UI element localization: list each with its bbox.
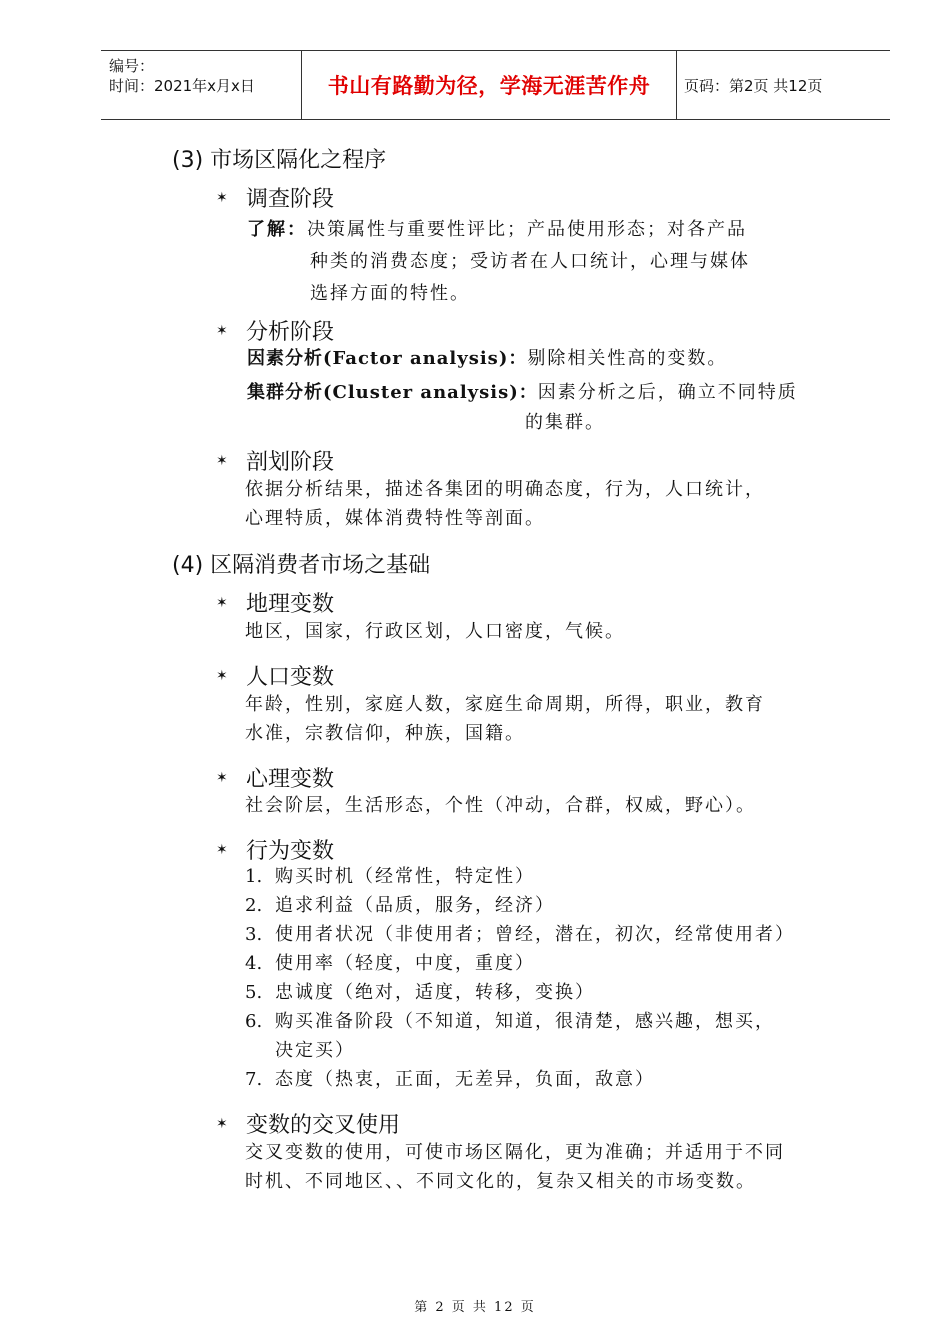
factor-text: 剔除相关性高的变数。 (527, 348, 728, 369)
survey-line-1 (247, 214, 747, 245)
factor-line (247, 343, 727, 374)
section-title-4: (4) 区隔消费者市场之基础 (172, 553, 431, 578)
survey-label: 了解： (247, 219, 307, 240)
star-icon: ✶ (216, 452, 228, 469)
time-label: 时间：2021年x月x日 (109, 77, 255, 95)
star-icon: ✶ (216, 841, 228, 858)
bullet-demographic (216, 660, 334, 691)
star-icon: ✶ (216, 322, 228, 339)
header-divider (676, 51, 677, 119)
star-icon: ✶ (216, 769, 228, 786)
list-item: 6. 购买准备阶段（不知道，知道，很清楚，感兴趣，想买， (245, 1011, 775, 1032)
bullet-label: 剖划阶段 (246, 450, 335, 475)
bullet-label: 地理变数 (246, 592, 335, 617)
header-page-label: 页码：第2页 共12页 (684, 76, 823, 95)
geo-line: 地区，国家，行政区划，人口密度，气候。 (245, 621, 625, 642)
cluster-line-1 (247, 377, 798, 408)
cluster-line-2: 的集群。 (525, 412, 605, 433)
bullet-analysis (216, 315, 334, 346)
header-motto: 书山有路勤为径，学海无涯苦作舟 (327, 74, 651, 98)
list-item: 7. 态度（热衷，正面，无差异，负面，敌意） (245, 1069, 655, 1090)
star-icon: ✶ (216, 594, 228, 611)
psy-line: 社会阶层，生活形态，个性（冲动，合群，权威，野心）。 (245, 795, 756, 816)
cross-line-2: 时机、不同地区、、不同文化的，复杂又相关的市场变数。 (245, 1171, 756, 1192)
factor-label: 因素分析(Factor analysis)： (247, 348, 528, 369)
bullet-label: 分析阶段 (246, 320, 335, 345)
survey-line-2: 种类的消费态度；受访者在人口统计，心理与媒体 (310, 251, 750, 272)
profile-line-2: 心理特质，媒体消费特性等剖面。 (245, 508, 545, 529)
bullet-label: 人口变数 (246, 665, 335, 690)
page-header (101, 50, 890, 120)
cluster-label: 集群分析(Cluster analysis)： (247, 382, 538, 403)
cross-line-1: 交叉变数的使用，可使市场区隔化，更为准确；并适用于不同 (245, 1142, 785, 1163)
bullet-label: 心理变数 (246, 767, 335, 792)
number-label: 编号： (109, 57, 155, 75)
page-footer: 第 2 页 共 12 页 (414, 1300, 536, 1315)
list-item: 2. 追求利益（品质，服务，经济） (245, 895, 555, 916)
star-icon: ✶ (216, 1115, 228, 1132)
bullet-label: 行为变数 (246, 839, 335, 864)
bullet-psychographic (216, 762, 334, 793)
profile-line-1: 依据分析结果，描述各集团的明确态度，行为，人口统计， (245, 479, 765, 500)
survey-text: 决策属性与重要性评比；产品使用形态；对各产品 (307, 219, 747, 240)
list-item: 5. 忠诚度（绝对，适度，转移，变换） (245, 982, 595, 1003)
header-meta (109, 56, 301, 96)
list-item: 3. 使用者状况（非使用者；曾经，潜在，初次，经常使用者） (245, 924, 795, 945)
bullet-label: 变数的交叉使用 (246, 1113, 401, 1138)
bullet-cross-use (216, 1108, 400, 1139)
demo-line-1: 年龄，性别，家庭人数，家庭生命周期，所得，职业，教育 (245, 694, 765, 715)
list-item: 决定买） (275, 1040, 355, 1061)
bullet-profiling (216, 445, 334, 476)
bullet-survey (216, 182, 334, 213)
survey-line-3: 选择方面的特性。 (310, 283, 470, 304)
cluster-text: 因素分析之后，确立不同特质 (537, 382, 798, 403)
star-icon: ✶ (216, 667, 228, 684)
section-title-3: (3) 市场区隔化之程序 (172, 148, 387, 173)
star-icon: ✶ (216, 189, 228, 206)
behavior-list (245, 862, 795, 1094)
list-item: 4. 使用率（轻度，中度，重度） (245, 953, 535, 974)
bullet-geographic (216, 587, 334, 618)
bullet-behavioral (216, 834, 334, 865)
list-item: 1. 购买时机（经常性，特定性） (245, 866, 535, 887)
bullet-label: 调查阶段 (246, 187, 335, 212)
demo-line-2: 水准，宗教信仰，种族，国籍。 (245, 723, 525, 744)
